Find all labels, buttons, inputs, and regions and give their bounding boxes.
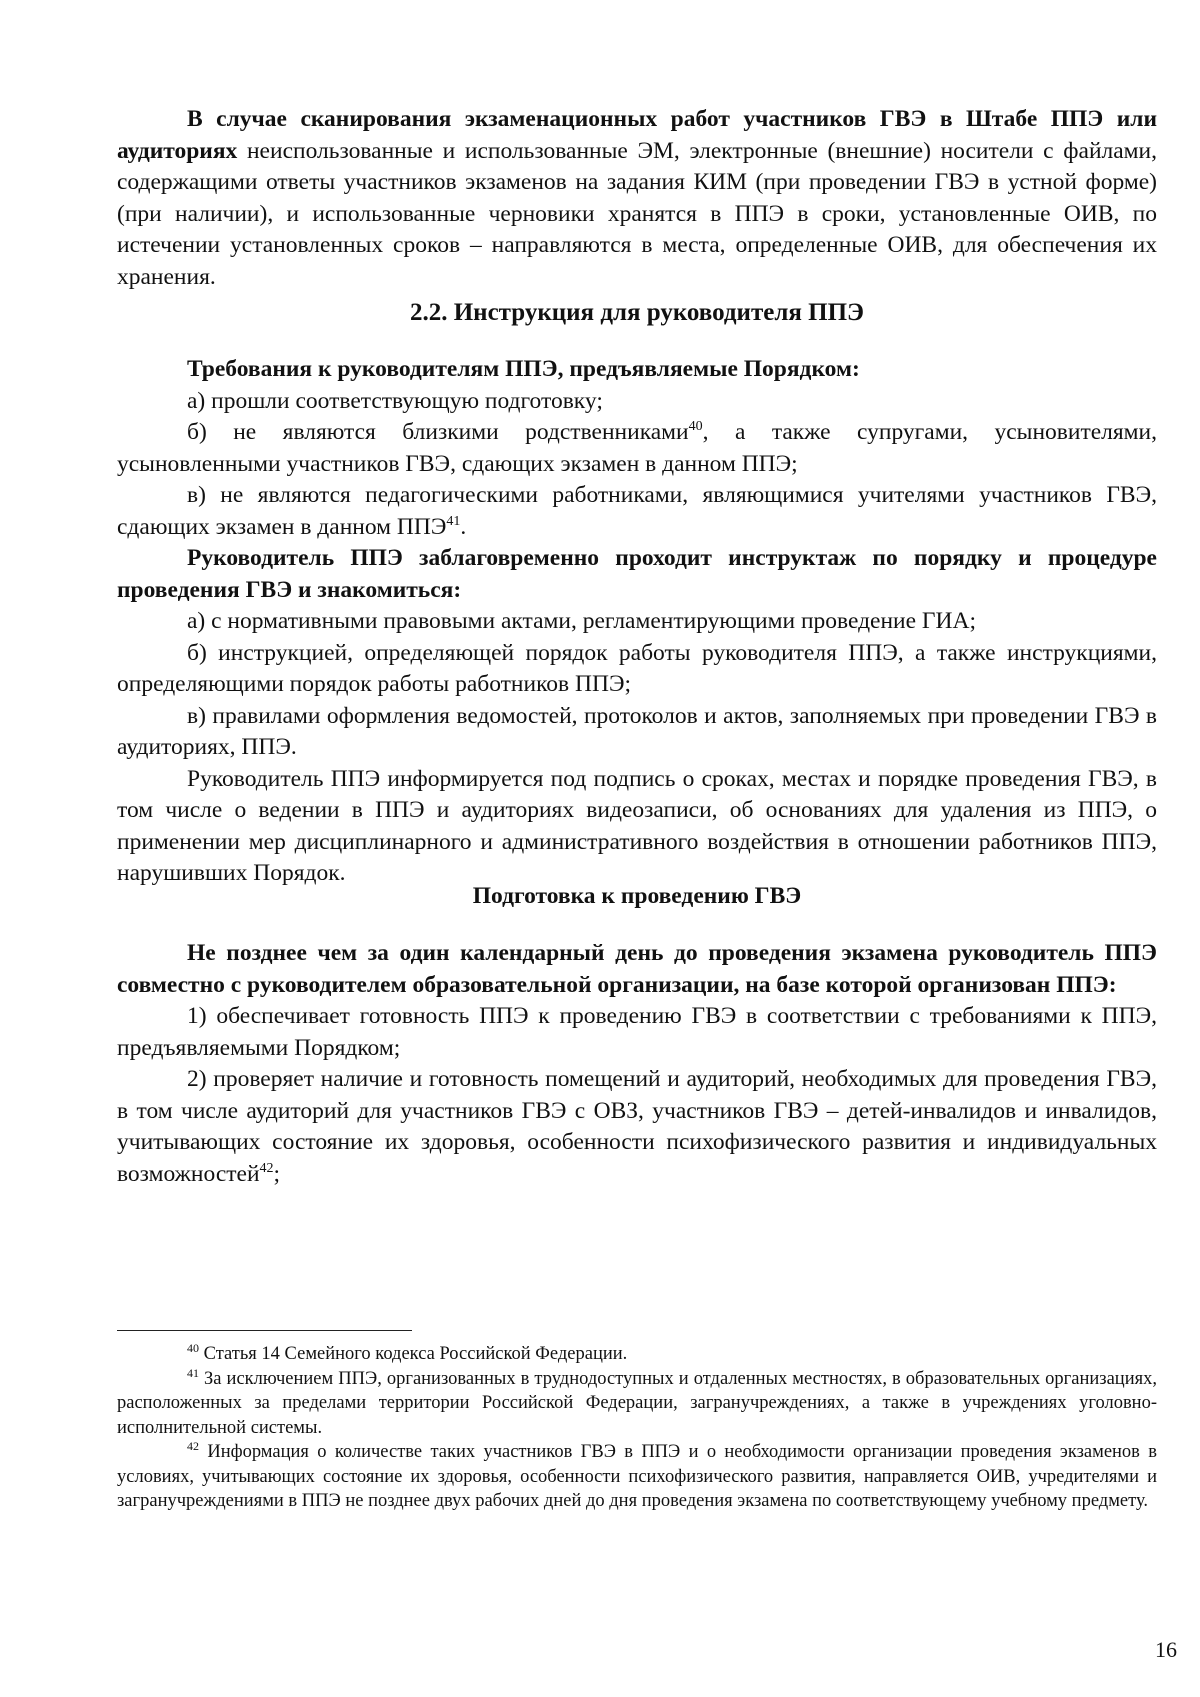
instruction-heading [117, 543, 1157, 606]
footnote-42 [117, 1440, 1157, 1514]
body-text-main [117, 354, 1157, 890]
prep-item-2-end: ; [273, 1160, 281, 1187]
requirement-c-text: в) не являются педагогическими работниками, являющимися учителями участников ГВЭ, сдающих экзамен в данном ППЭ [117, 482, 1157, 540]
instruction-c: в) правилами оформления ведомостей, протоколов и актов, заполняемых при проведении ГВЭ в аудиториях, ППЭ. [117, 702, 1157, 760]
footnote-40 [117, 1342, 1157, 1367]
prep-item-2-text: 2) проверяет наличие и готовность помещений и аудиторий, необходимых для проведения ГВЭ, в том числе аудиторий для участников ГВЭ с ОВЗ, участников ГВЭ – детей-инвалидов и инвалидов, учитывающих состояние их здоровья, особенности психофизического развития и индивидуальных возможностей [117, 1066, 1157, 1187]
section-title-block [117, 297, 1157, 329]
page-number: 16 [1155, 1637, 1177, 1662]
footnote-42-text: Информация о количестве таких участников ГВЭ в ППЭ и о необходимости организации проведения экзаменов в условиях, учитывающих состояние их здоровья, особенности психофизического развития, направляется ОИВ, учредителями и загранучреждениями в ППЭ не позднее двух рабочих дней до дня проведения экзамена по соответствующему учебному предмету. [117, 1442, 1157, 1511]
body-text-top [117, 104, 1157, 293]
inform-paragraph: Руководитель ППЭ информируется под подпись о сроках, местах и порядке проведения ГВЭ, в том числе о ведении в ППЭ и аудиториях видеозаписи, об основаниях для удаления из ППЭ, о применении мер дисциплинарного и административного воздействия в отношении работников ППЭ, нарушивших Порядок. [117, 765, 1157, 886]
requirements-heading-text: Требования к руководителям ППЭ, предъявляемые Порядком: [187, 356, 860, 382]
scan-storage-text: неиспользованные и использованные ЭМ, электронные (внешние) носители с файлами, содержащими ответы участников экзаменов на задания КИМ (при проведении ГВЭ в устной форме) (при наличии), и использованные черновики хранятся в ППЭ в сроки, установленные ОИВ, по истечении установленных сроков – направляются в места, определенные ОИВ, для обеспечения их хранения. [117, 137, 1157, 290]
footnote-41-num: 41 [187, 1365, 199, 1380]
footnote-40-text: Статья 14 Семейного кодекса Российской Федерации. [199, 1344, 628, 1364]
footnote-41 [117, 1367, 1157, 1441]
prep-item-1: 1) обеспечивает готовность ППЭ к проведению ГВЭ в соответствии с требованиями к ППЭ, предъявляемыми Порядком; [117, 1003, 1157, 1061]
body-text-prep [117, 938, 1157, 1190]
instruction-a: а) с нормативными правовыми актами, регламентирующими проведение ГИА; [187, 608, 976, 634]
scan-storage-lead: В случае сканирования экзаменационных работ участников ГВЭ в Штабе ППЭ или аудиториях [117, 106, 1157, 164]
prep-heading-text: Не позднее чем за один календарный день до проведения экзамена руководитель ППЭ совместно с руководителем образовательной организации, на базе которой организован ППЭ: [117, 940, 1157, 998]
instruction-b: б) инструкцией, определяющей порядок работы руководителя ППЭ, а также инструкциями, определяющими порядок работы работников ППЭ; [117, 639, 1157, 697]
footnote-40-num: 40 [187, 1341, 199, 1355]
requirement-b-rest: , а также супругами, усыновителями, усыновленными участников ГВЭ, сдающих экзамен в данном ППЭ; [117, 419, 1157, 477]
requirements-heading [117, 354, 1157, 386]
scan-storage-paragraph [117, 104, 1157, 293]
footnote-41-text: За исключением ППЭ, организованных в труднодоступных и отдаленных местностях, в образовательных организациях, расположенных за пределами территории Российской Федерации, загранучреждениях, а также в учреждениях уголовно-исполнительной системы. [117, 1368, 1157, 1438]
requirement-a: а) прошли соответствующую подготовку; [187, 387, 603, 414]
section-title: 2.2. Инструкция для руководителя ППЭ [409, 299, 864, 326]
prep-title-block [117, 881, 1157, 913]
prep-heading [117, 938, 1157, 1001]
requirement-c [117, 480, 1157, 543]
footnote-ref-41: 41 [446, 513, 461, 529]
footnote-ref-40: 40 [688, 419, 703, 434]
prep-title: Подготовка к проведению ГВЭ [472, 883, 802, 909]
footnote-ref-42: 42 [259, 1160, 274, 1176]
footnote-separator [117, 1330, 412, 1331]
prep-item-2 [117, 1064, 1157, 1190]
footnotes [117, 1342, 1157, 1514]
requirement-c-end: . [460, 513, 467, 540]
requirement-b [117, 417, 1157, 480]
requirement-b-text: б) не являются близкими родственниками [187, 419, 689, 445]
instruction-heading-text: Руководитель ППЭ заблаговременно проходит инструктаж по порядку и процедуре проведения ГВЭ и знакомиться: [117, 545, 1157, 603]
footnote-42-num: 42 [187, 1439, 199, 1453]
